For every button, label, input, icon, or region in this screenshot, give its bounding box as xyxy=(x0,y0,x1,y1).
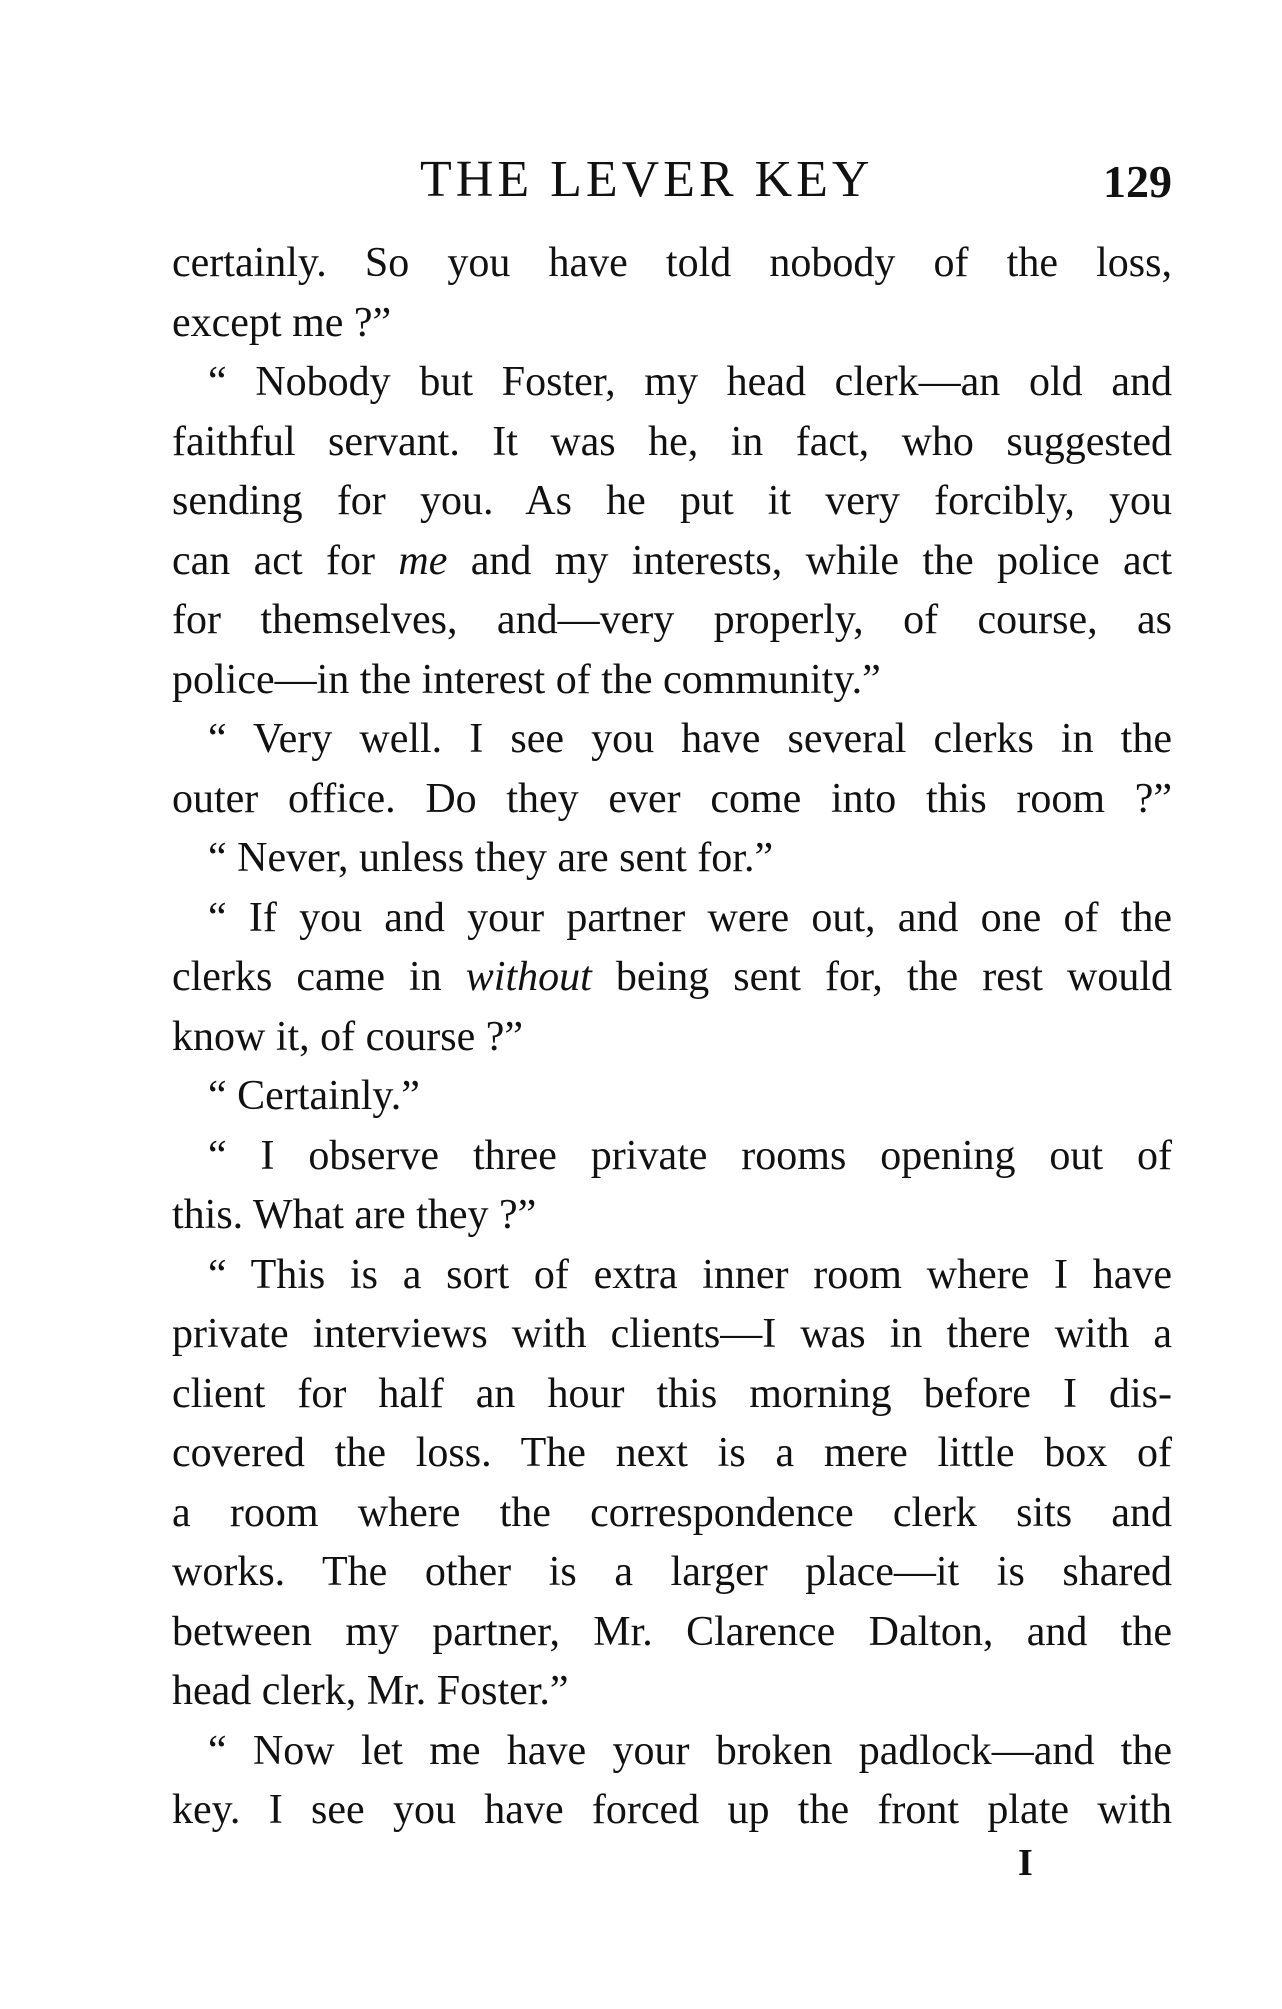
text-line: certainly. So you have told nobody of the loss, xyxy=(172,240,1172,286)
text-line: client for half an hour this morning before I dis- xyxy=(172,1370,1172,1417)
text-line: works. The other is a larger place—it is shared xyxy=(172,1549,1172,1595)
text-line: “ Now let me have your broken padlock—and the xyxy=(208,1727,1172,1774)
signature-mark: I xyxy=(1018,1842,1033,1884)
running-title: THE LEVER KEY xyxy=(420,151,874,208)
emphasis: without xyxy=(465,954,592,1000)
body-text xyxy=(172,234,1172,1841)
text-line: “ Never, unless they are sent for.” xyxy=(208,835,774,881)
text-line: a room where the correspondence clerk sits and xyxy=(172,1489,1172,1536)
text-line: private interviews with clients—I was in there with a xyxy=(172,1311,1172,1357)
text-line: between my partner, Mr. Clarence Dalton, and the xyxy=(172,1608,1172,1655)
text-line: “ Nobody but Foster, my head clerk—an old and xyxy=(208,359,1172,405)
text-line: “ This is a sort of extra inner room where I have xyxy=(208,1251,1172,1298)
emphasis: me xyxy=(398,537,448,584)
text-line: except me ?” xyxy=(172,299,392,346)
text-line: know it, of course ?” xyxy=(172,1013,524,1060)
text-line: “ Certainly.” xyxy=(208,1073,420,1119)
text-line: “ Very well. I see you have several clerks in the xyxy=(208,716,1172,762)
page-number: 129 xyxy=(1103,156,1172,207)
text-line: “ If you and your partner were out, and one of the xyxy=(208,894,1172,941)
text-line: this. What are they ?” xyxy=(172,1192,537,1238)
running-head xyxy=(172,145,1172,215)
text-line: for themselves, and—very properly, of course, as xyxy=(172,597,1172,643)
text-line: key. I see you have forced up the front plate with xyxy=(172,1787,1172,1833)
text-line: sending for you. As he put it very forcibly, you xyxy=(172,478,1172,524)
text-line: police—in the interest of the community.” xyxy=(172,656,881,703)
text-line: covered the loss. The next is a mere little box of xyxy=(172,1430,1172,1476)
text-line: faithful servant. It was he, in fact, who suggested xyxy=(172,418,1172,465)
text-line: outer office. Do they ever come into this room ?” xyxy=(172,775,1172,822)
text-line: clerks came in without being sent for, the rest would xyxy=(172,954,1172,1000)
text-line: can act for me and my interests, while the police act xyxy=(172,537,1172,584)
text-line: “ I observe three private rooms opening out of xyxy=(208,1132,1172,1179)
text-line: head clerk, Mr. Foster.” xyxy=(172,1668,569,1714)
